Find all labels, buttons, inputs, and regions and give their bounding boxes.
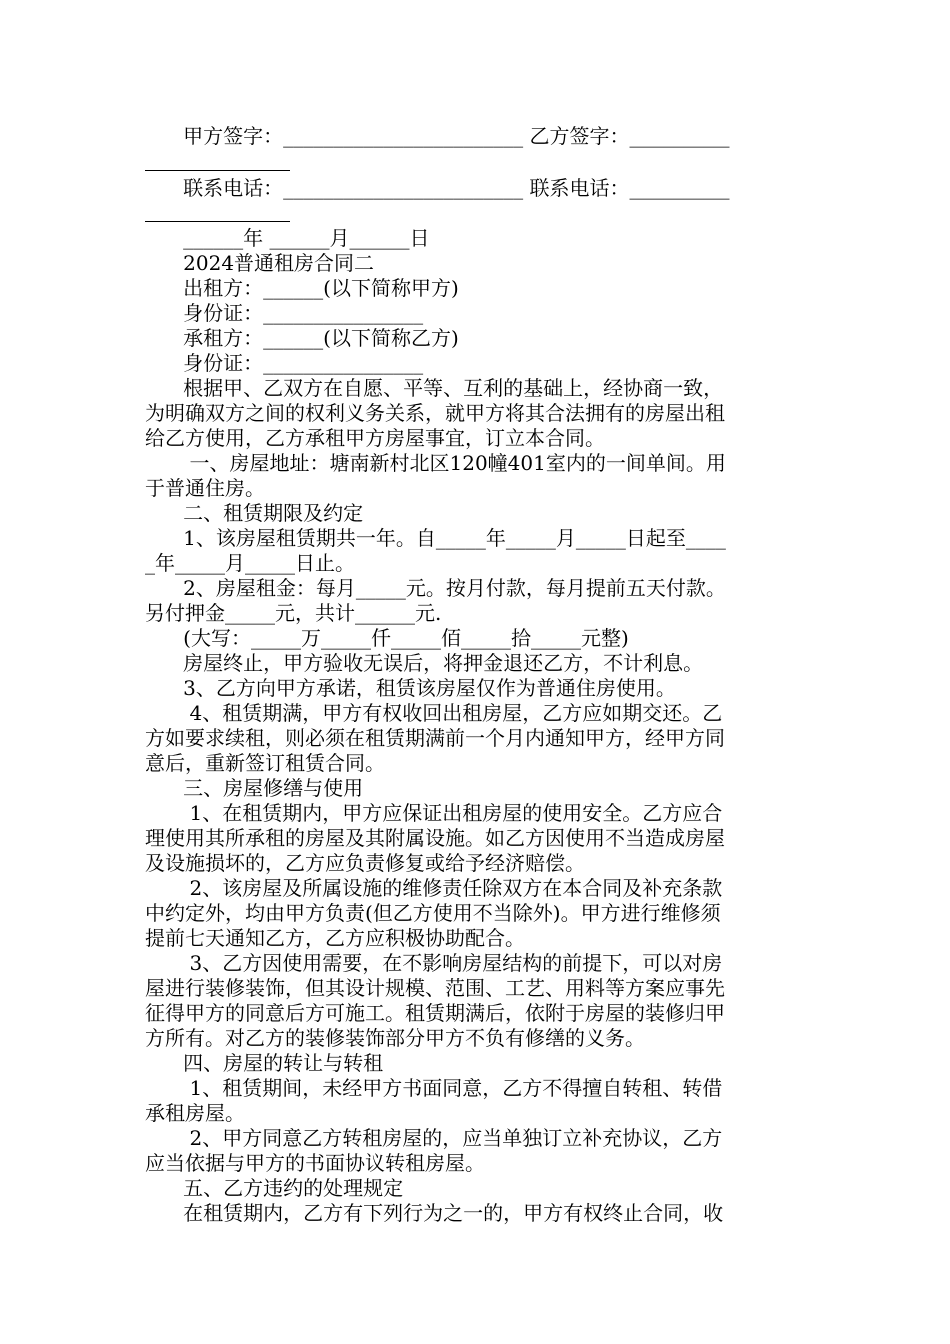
clause-line: 2、该房屋及所属设施的维修责任除双方在本合同及补充条款 bbox=[145, 876, 723, 900]
section-1-address: 一、房屋地址：塘南新村北区120幢401室内的一间单间。用 bbox=[145, 451, 726, 475]
clause-line: 3、乙方向甲方承诺，租赁该房屋仅作为普通住房使用。 bbox=[145, 676, 676, 700]
clause-line: 及设施损坏的，乙方应负责修复或给予经济赔偿。 bbox=[145, 851, 585, 875]
preamble-line: 根据甲、乙双方在自愿、平等、互利的基础上，经协商一致， bbox=[145, 376, 724, 400]
clause-line: 理使用其所承租的房屋及其附属设施。如乙方因使用不当造成房屋 bbox=[145, 826, 725, 850]
section-3-heading: 三、房屋修缮与使用 bbox=[145, 776, 364, 800]
signature-underline bbox=[145, 170, 290, 171]
clause-line: 2、房屋租金：每月_____元。按月付款，每月提前五天付款。 bbox=[145, 576, 726, 600]
phone-underline bbox=[145, 221, 290, 222]
clause-line: 方所有。对乙方的装修装饰部分甲方不负有修缮的义务。 bbox=[145, 1026, 645, 1050]
clause-line: 中约定外，均由甲方负责(但乙方使用不当除外)。甲方进行维修须 bbox=[145, 901, 721, 925]
clause-line: 意后，重新签订租赁合同。 bbox=[145, 751, 385, 775]
clause-line: 4、租赁期满，甲方有权收回出租房屋，乙方应如期交还。乙 bbox=[145, 701, 723, 725]
lessor-id-line: 身份证：________________ bbox=[145, 301, 424, 325]
date-line: ______年 ______月______日 bbox=[145, 226, 430, 250]
clause-line: 承租房屋。 bbox=[145, 1101, 245, 1125]
clause-line: (大写：_____万_____仟_____佰_____拾_____元整) bbox=[145, 626, 629, 650]
clause-line: _年_____月_____日止。 bbox=[145, 551, 355, 575]
contact-phone-line: 联系电话：________________________ 联系电话：__________ bbox=[145, 176, 730, 200]
lessee-line: 承租方：______(以下简称乙方) bbox=[145, 326, 459, 350]
preamble-line: 为明确双方之间的权利义务关系，就甲方将其合法拥有的房屋出租 bbox=[145, 401, 725, 425]
clause-line: 1、该房屋租赁期共一年。自_____年_____月_____日起至____ bbox=[145, 526, 726, 550]
preamble-line: 给乙方使用，乙方承租甲方房屋事宜，订立本合同。 bbox=[145, 426, 605, 450]
clause-line: 应当依据与甲方的书面协议转租房屋。 bbox=[145, 1151, 485, 1175]
clause-line: 3、乙方因使用需要，在不影响房屋结构的前提下，可以对房 bbox=[145, 951, 723, 975]
lessor-line: 出租方：______(以下简称甲方) bbox=[145, 276, 459, 300]
clause-line: 在租赁期内，乙方有下列行为之一的，甲方有权终止合同，收 bbox=[145, 1201, 724, 1225]
clause-line: 征得甲方的同意后方可施工。租赁期满后，依附于房屋的装修归甲 bbox=[145, 1001, 725, 1025]
clause-line: 屋进行装修装饰，但其设计规模、范围、工艺、用料等方案应事先 bbox=[145, 976, 725, 1000]
section-5-heading: 五、乙方违约的处理规定 bbox=[145, 1176, 404, 1200]
clause-line: 2、甲方同意乙方转租房屋的，应当单独订立补充协议，乙方 bbox=[145, 1126, 723, 1150]
lessee-id-line: 身份证：________________ bbox=[145, 351, 424, 375]
contract-title: 2024普通租房合同二 bbox=[145, 251, 375, 275]
section-4-heading: 四、房屋的转让与转租 bbox=[145, 1051, 384, 1075]
section-1-address: 于普通住房。 bbox=[145, 476, 265, 500]
clause-line: 方如要求续租，则必须在租赁期满前一个月内通知甲方，经甲方同 bbox=[145, 726, 725, 750]
clause-line: 1、租赁期间，未经甲方书面同意，乙方不得擅自转租、转借 bbox=[145, 1076, 723, 1100]
clause-line: 提前七天通知乙方，乙方应积极协助配合。 bbox=[145, 926, 525, 950]
party-a-signature-line: 甲方签字：________________________ 乙方签字：__________ bbox=[145, 124, 730, 148]
clause-line: 1、在租赁期内，甲方应保证出租房屋的使用安全。乙方应合 bbox=[145, 801, 723, 825]
section-2-heading: 二、租赁期限及约定 bbox=[145, 501, 364, 525]
clause-line: 房屋终止，甲方验收无误后，将押金退还乙方，不计利息。 bbox=[145, 651, 704, 675]
clause-line: 另付押金_____元，共计______元. bbox=[145, 601, 442, 625]
